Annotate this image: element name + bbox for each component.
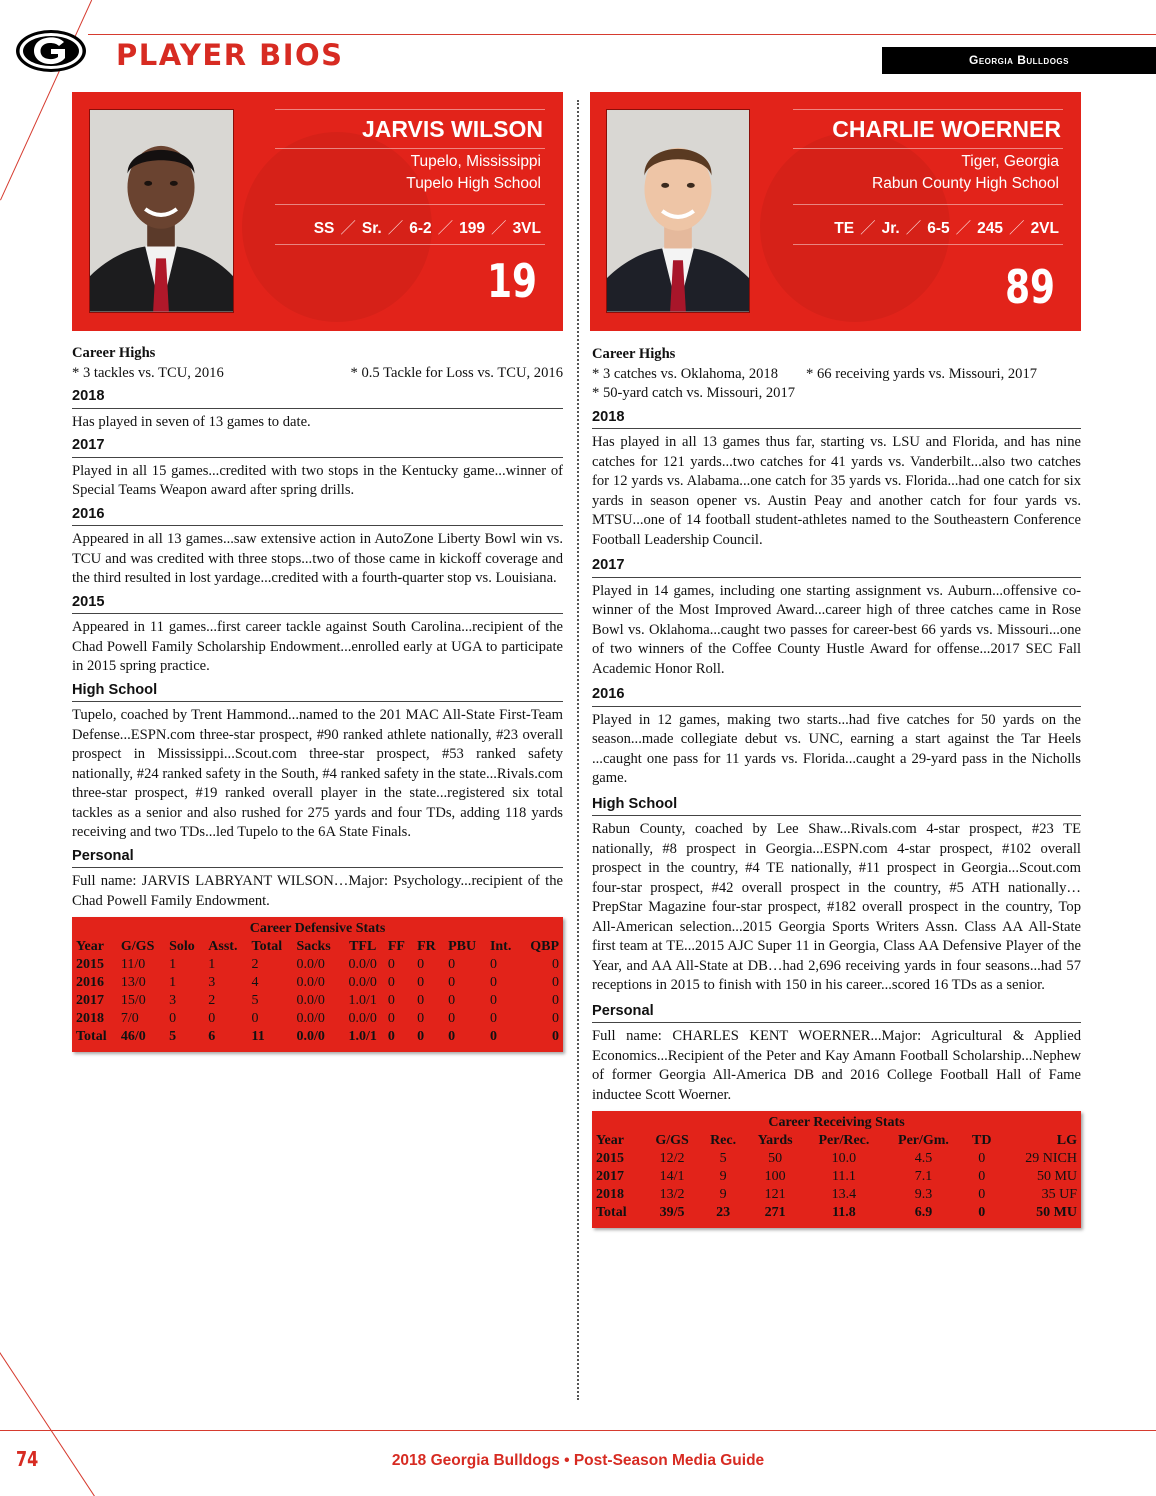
section-text-2016: Appeared in all 13 games...saw extensive action in AutoZone Liberty Bowl win vs. TCU and was credited with three stops...two of those came in kickoff coverage and the third resulted in lost yardage...credited with a fourth-quarter stop vs. Louisiana. [72, 531, 563, 586]
card-rule [275, 109, 545, 110]
stats-col-header: FF [387, 939, 405, 954]
stats-cell: 5 [169, 1029, 177, 1044]
player-position: SS [313, 220, 335, 237]
stats-cell: 0 [387, 1011, 395, 1026]
stats-cell: 0 [552, 957, 559, 972]
stats-cell: 13/0 [120, 975, 146, 990]
stats-col-header: Per/Rec. [818, 1133, 870, 1148]
stats-cell: 0 [448, 1029, 456, 1044]
stats-col-header: Yards [757, 1133, 793, 1148]
player-name: CHARLIE WOERNER [832, 116, 1061, 142]
stats-cell: 0 [552, 975, 559, 990]
stats-cell: 121 [764, 1187, 786, 1202]
section-text-2018: Has played in seven of 13 games to date. [72, 413, 311, 430]
stats-cell: 0 [417, 1011, 425, 1026]
georgia-g-logo [14, 28, 88, 74]
stats-cell: 6.9 [914, 1205, 933, 1220]
card-rule [793, 148, 1063, 149]
stats-cell: 46/0 [120, 1029, 146, 1044]
stats-cell: 0 [552, 1029, 559, 1044]
player-weight: 245 [977, 220, 1004, 237]
stats-cell: 0.0/0 [296, 1011, 325, 1026]
player-class: Jr. [881, 220, 900, 237]
section-text-2017: Played in all 15 games...credited with two stops in the Kentucky game...winner of Special Teams Weapon award after spring drills. [72, 462, 563, 498]
stats-cell: 11/0 [120, 957, 146, 972]
stats-col-header: Rec. [710, 1133, 737, 1148]
player-photo [89, 109, 234, 313]
stats-cell: 13.4 [831, 1187, 857, 1202]
stats-cell: 0 [489, 1029, 497, 1044]
stats-cell: 1 [208, 957, 216, 972]
stats-header-row [592, 1132, 1081, 1150]
stats-total-row [72, 1028, 563, 1052]
stats-cell: 2016 [76, 975, 104, 990]
stats-cell: 0 [978, 1151, 986, 1166]
card-rule [793, 109, 1063, 110]
stats-cell: 0 [208, 1011, 216, 1026]
stats-cell: 11.8 [832, 1205, 856, 1220]
stats-col-header: G/GS [655, 1133, 689, 1148]
stats-cell: 4 [251, 975, 259, 990]
stats-cell: 12/2 [659, 1151, 685, 1166]
career-highs-title: Career Highs [592, 346, 676, 362]
stats-cell: 2 [251, 957, 259, 972]
stats-cell: 7.1 [914, 1169, 933, 1184]
stats-cell: 0 [417, 1029, 425, 1044]
stats-row [592, 1168, 1081, 1186]
player-class: Sr. [361, 220, 382, 237]
player-bio-jarvis-wilson [72, 344, 563, 1052]
stats-cell: 0 [387, 957, 395, 972]
stats-cell: 3 [208, 975, 216, 990]
section-text-2018: Has played in all 13 games thus far, starting vs. LSU and Florida, and has nine catches for 121 yards...two catches for 41 yards vs. Vanderbilt...also two catches for 12 yards vs. Alabama...one catch for 35 yards vs. Florida...had one catch for six yards in season opener vs. Austin Peay and another catch for four yards vs. MTSU...one of 14 football student-athletes named to the Southeastern Conference Football Leadership Council. [592, 434, 1081, 548]
stats-cell: 0 [489, 975, 497, 990]
stats-title: Career Defensive Stats [249, 921, 386, 936]
stats-cell: 11 [251, 1029, 265, 1044]
stats-cell: 5 [251, 993, 259, 1008]
player-weight: 199 [459, 220, 486, 237]
stats-cell: 9 [719, 1187, 727, 1202]
stats-cell: 39/5 [659, 1205, 685, 1220]
stats-cell: 13/2 [659, 1187, 685, 1202]
stats-col-header: FR [417, 939, 436, 954]
stats-col-header: Int. [489, 939, 512, 954]
stats-cell: 11.1 [831, 1169, 856, 1184]
section-heading-personal: Personal [72, 847, 563, 869]
player-height: 6-5 [927, 220, 950, 237]
section-text-high-school: Tupelo, coached by Trent Hammond...named to the 201 MAC All-State First-Team Defense...ESPN.com three-star prospect, #90 ranked athlete nationally, #23 overall prospect in Mississippi...Scout.com three-star prospect, #53 ranked safety nationally, #24 ranked safety in the South, #4 ranked safety in the state...Rivals.com three-star prospect, #19 ranked overall player in the state...registered six total tackles as a senior and also rushed for 275 yards and four TDs, adding 118 yards receiving and two TDs...led Tupelo to the 6A State Finals. [72, 707, 563, 840]
stats-cell: 9.3 [914, 1187, 933, 1202]
jersey-number: 89 [1005, 260, 1055, 314]
career-highs-title: Career Highs [72, 345, 156, 361]
section-heading-2018: 2018 [72, 387, 563, 409]
stats-cell: 0.0/0 [296, 1029, 325, 1044]
stats-col-header: PBU [448, 939, 477, 954]
stats-cell: 14/1 [659, 1169, 685, 1184]
player-school: Tupelo High School [406, 175, 541, 192]
career-high-item: * 50-yard catch vs. Missouri, 2017 [592, 385, 796, 401]
stats-cell: 0 [448, 957, 456, 972]
page-number: 74 [16, 1447, 39, 1471]
jersey-number: 19 [487, 254, 537, 308]
player-bio-charlie-woerner [592, 345, 1081, 1228]
section-heading-high-school: High School [72, 681, 563, 703]
stats-row [72, 956, 563, 974]
stats-cell: 10.0 [831, 1151, 857, 1166]
player-school: Rabun County High School [872, 175, 1059, 192]
card-rule [275, 244, 545, 245]
stats-cell: 0 [387, 993, 395, 1008]
stats-row [592, 1186, 1081, 1204]
team-badge: Georgia Bulldogs [882, 47, 1156, 74]
stats-col-header: Total [251, 939, 283, 954]
stats-cell: 2017 [76, 993, 104, 1008]
player-letters: 2VL [1030, 220, 1059, 237]
stats-col-header: Asst. [208, 939, 238, 954]
stats-cell: 0 [448, 1011, 456, 1026]
career-high-item: * 0.5 Tackle for Loss vs. TCU, 2016 [350, 364, 563, 381]
stats-col-header: Sacks [296, 939, 331, 954]
stats-row [72, 1010, 563, 1028]
stats-col-header: G/GS [120, 939, 155, 954]
player-photo [606, 109, 750, 313]
career-high-item: * 3 tackles vs. TCU, 2016 [72, 364, 224, 381]
stats-cell: 0 [251, 1011, 259, 1026]
card-rule [275, 204, 545, 205]
card-rule [793, 204, 1063, 205]
career-receiving-stats-table [592, 1111, 1081, 1228]
stats-cell: 2017 [596, 1169, 624, 1184]
section-text-2016: Played in 12 games, making two starts...had five catches for 50 yards on the season...made collegiate debut vs. UNC, earning a start against the Tar Heels ...caught one pass for 11 yards vs. Florida...caught a 29-yard pass in the Nicholls game. [592, 711, 1081, 786]
player-hometown: Tiger, Georgia [961, 153, 1059, 170]
player-letters: 3VL [512, 220, 541, 237]
stats-cell: 0 [417, 975, 425, 990]
stats-cell: 0.0/0 [348, 1011, 377, 1026]
stats-cell: 1 [169, 975, 177, 990]
stats-cell: 50 MU [1036, 1169, 1077, 1184]
stats-cell: 2 [208, 993, 216, 1008]
stats-col-header: Year [596, 1133, 624, 1148]
section-title: PLAYER BIOS [116, 38, 344, 72]
stats-total-row [592, 1204, 1081, 1228]
section-heading-personal: Personal [592, 1002, 1081, 1024]
stats-col-header: Per/Gm. [898, 1133, 949, 1148]
stats-cell: 6 [208, 1029, 216, 1044]
stats-row [592, 1150, 1081, 1168]
section-heading-2015: 2015 [72, 593, 563, 615]
stats-cell: 0 [978, 1169, 986, 1184]
section-text-high-school: Rabun County, coached by Lee Shaw...Rivals.com 4-star prospect, #23 TE nationally, #8 prospect in Georgia...ESPN.com 4-star prospect, #102 overall prospect in the country, #4 TE nationally, #11 prospect in Georgia...Scout.com four-star prospect, #42 overall prospect in the country, #5 ATH nationally…PrepStar Magazine four-star prospect, #182 overall prospect in the country, Top All-American selection...2015 Georgia Sports Writers Assn. Class AA All-State first team at TE...2015 AJC Super 11 in Georgia, Class AA Defensive Player of the Year, and AA All-State at DB…had 2,696 receiving yards in four seasons...had 57 receptions in 2015 to finish with 150 in his career...scored 16 TDs as a senior. [592, 821, 1081, 993]
career-highs [72, 364, 563, 384]
stats-title: Career Receiving Stats [768, 1115, 905, 1130]
stats-cell: 50 MU [1036, 1205, 1077, 1220]
column-divider [577, 100, 579, 1400]
stats-col-header: QBP [530, 939, 559, 954]
section-heading-2017: 2017 [72, 436, 563, 458]
stats-cell: 0 [978, 1187, 986, 1202]
stats-cell: 5 [719, 1151, 727, 1166]
section-heading-2016: 2016 [592, 685, 1081, 707]
stats-col-header: LG [1056, 1133, 1077, 1148]
stats-cell: 0 [489, 993, 497, 1008]
stats-cell: 50 [768, 1151, 783, 1166]
stats-cell: 3 [169, 993, 177, 1008]
player-vitals: SS ／ Sr. ／ 6-2 ／ 199 ／ 3VL [313, 220, 541, 237]
stats-cell: 9 [719, 1169, 727, 1184]
stats-cell: 4.5 [914, 1151, 933, 1166]
stats-cell: 2018 [76, 1011, 104, 1026]
player-height: 6-2 [409, 220, 432, 237]
stats-col-header: TFL [349, 939, 377, 954]
stats-cell: 0 [169, 1011, 177, 1026]
stats-cell: 0.0/0 [348, 957, 377, 972]
decorative-line [0, 1352, 97, 1496]
stats-cell: 2015 [76, 957, 104, 972]
footer-rule [0, 1430, 1156, 1431]
stats-cell: Total [596, 1205, 627, 1220]
header-rule [88, 34, 1156, 35]
stats-cell: 100 [764, 1169, 786, 1184]
stats-cell: 1.0/1 [348, 1029, 377, 1044]
section-text-personal: Full name: JARVIS LABRYANT WILSON…Major: Psychology...recipient of the Chad Powell Family Endowment. [72, 873, 563, 909]
stats-cell: 0 [489, 957, 497, 972]
stats-cell: 1.0/1 [348, 993, 377, 1008]
player-hometown: Tupelo, Mississippi [410, 153, 541, 170]
player-card-charlie-woerner [590, 92, 1081, 331]
section-text-2017: Played in 14 games, including one starting assignment vs. Auburn...offensive co-winner of the Most Improved Award...career high of three catches came in Rose Bowl vs. Oklahoma...caught two passes for career-best 66 yards vs. Missouri...one of two winners of the Coffee County Hustle Award for offense...2017 SEC Fall Academic Honor Roll. [592, 582, 1081, 677]
stats-cell: 0 [978, 1205, 986, 1220]
stats-cell: 0 [552, 993, 559, 1008]
section-text-personal: Full name: CHARLES KENT WOERNER...Major: Agricultural & Applied Economics...Recipient of the Peter and Kay Amann Football Scholarship...Nephew of former Georgia All-America DB and 2016 College Football Hall of Fame inductee Scott Woerner. [592, 1028, 1081, 1103]
stats-cell: 0 [387, 1029, 395, 1044]
section-heading-2018: 2018 [592, 408, 1081, 430]
section-heading-2017: 2017 [592, 556, 1081, 578]
player-position: TE [834, 220, 855, 237]
stats-cell: 15/0 [120, 993, 146, 1008]
stats-cell: 0 [489, 1011, 497, 1026]
stats-col-header: Year [76, 939, 104, 954]
stats-cell: 0.0/0 [296, 993, 325, 1008]
stats-cell: 0.0/0 [296, 957, 325, 972]
section-heading-2016: 2016 [72, 505, 563, 527]
card-rule [275, 148, 545, 149]
stats-cell: 35 UF [1041, 1187, 1077, 1202]
stats-cell: 29 NICH [1025, 1151, 1077, 1166]
stats-cell: 23 [716, 1205, 731, 1220]
stats-cell: Total [76, 1029, 107, 1044]
player-card-jarvis-wilson [72, 92, 563, 331]
player-name: JARVIS WILSON [361, 116, 543, 142]
card-rule [793, 244, 1063, 245]
stats-cell: 0 [448, 993, 456, 1008]
career-highs [592, 365, 1081, 385]
stats-cell: 0.0/0 [296, 975, 325, 990]
stats-cell: 0 [552, 1011, 559, 1026]
career-high-item: * 66 receiving yards vs. Missouri, 2017 [806, 365, 1038, 382]
stats-cell: 0 [387, 975, 395, 990]
stats-cell: 271 [764, 1205, 786, 1220]
stats-row [72, 992, 563, 1010]
stats-cell: 0 [417, 957, 425, 972]
stats-col-header: Solo [169, 939, 195, 954]
section-text-2015: Appeared in 11 games...first career tackle against South Carolina...recipient of the Chad Powell Family Scholarship Endowment...enrolled early at UGA to participate in 2015 spring practice. [72, 619, 563, 674]
stats-cell: 2015 [596, 1151, 624, 1166]
stats-cell: 0 [448, 975, 456, 990]
footer-title: 2018 Georgia Bulldogs • Post-Season Media Guide [391, 1452, 765, 1469]
stats-cell: 0 [417, 993, 425, 1008]
stats-cell: 2018 [596, 1187, 624, 1202]
stats-cell: 0.0/0 [348, 975, 377, 990]
stats-col-header: TD [972, 1133, 992, 1148]
stats-cell: 7/0 [120, 1011, 139, 1026]
stats-header-row [72, 938, 563, 956]
stats-cell: 1 [169, 957, 177, 972]
section-heading-high-school: High School [592, 795, 1081, 817]
stats-row [72, 974, 563, 992]
player-vitals: TE ／ Jr. ／ 6-5 ／ 245 ／ 2VL [834, 220, 1059, 237]
career-high-item: * 3 catches vs. Oklahoma, 2018 [592, 365, 779, 382]
career-defensive-stats-table [72, 917, 563, 1052]
